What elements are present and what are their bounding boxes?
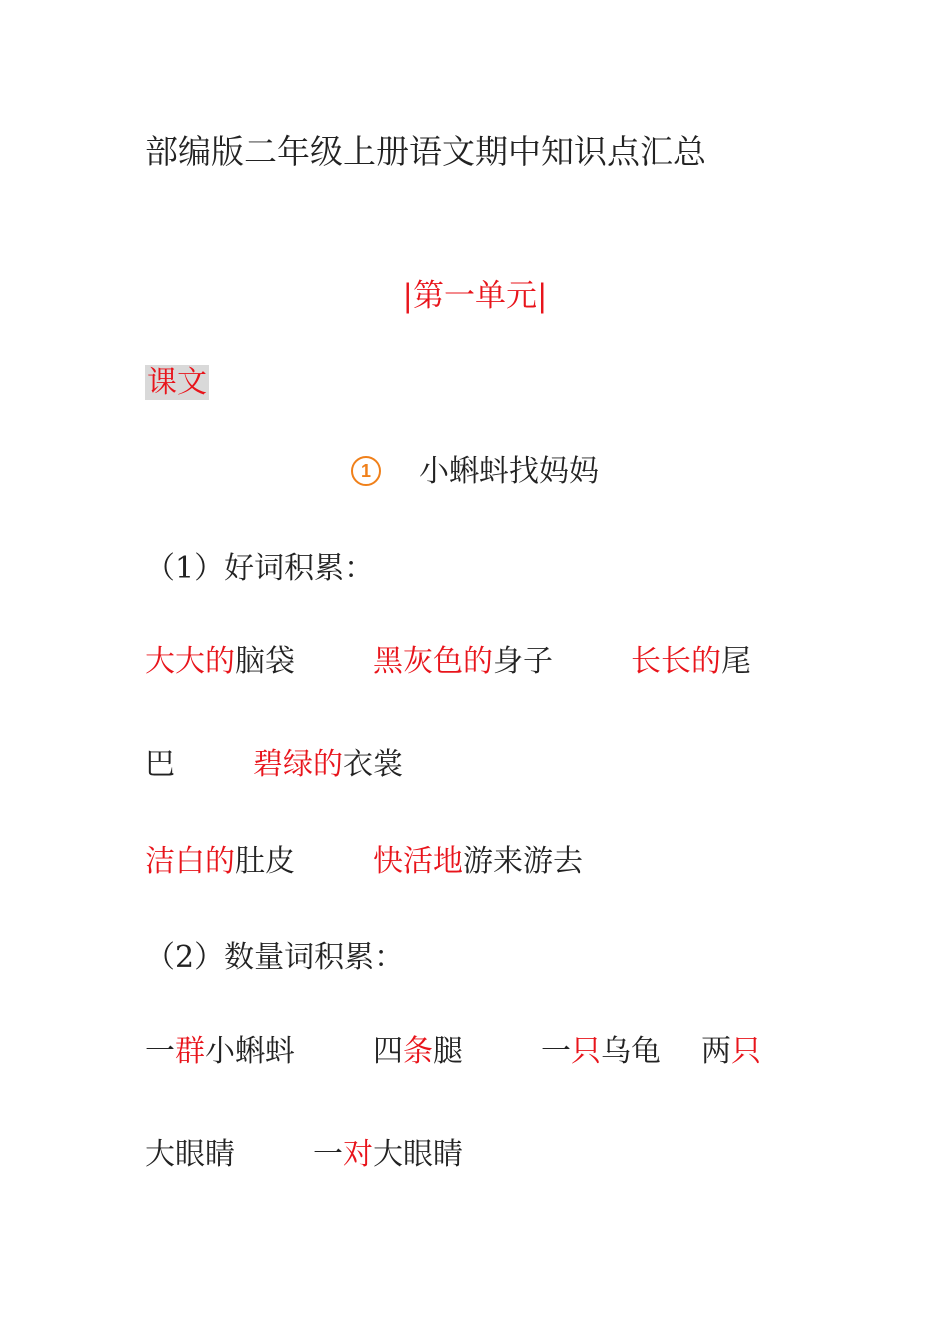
quantity-measure-word: 群 xyxy=(175,1034,205,1069)
quantity-noun: 腿 xyxy=(433,1034,463,1069)
phrase-noun: 肚皮 xyxy=(235,844,295,879)
quantity-measure-word: 条 xyxy=(403,1034,433,1069)
quantity-number: 一 xyxy=(145,1034,175,1069)
phrase-noun: 游来游去 xyxy=(463,844,583,879)
good-words-line-1 xyxy=(145,642,751,682)
unit-heading: |第一单元| xyxy=(402,278,548,314)
phrase-modifier: 长长的 xyxy=(631,644,721,679)
quantity-words-line-1 xyxy=(145,1032,761,1072)
quantity-number: 四 xyxy=(373,1034,403,1069)
section-label xyxy=(145,363,209,403)
good-words-line-2 xyxy=(145,745,403,785)
quantity-words-line-2 xyxy=(145,1135,463,1175)
quantity-number: 两 xyxy=(701,1034,731,1069)
quantity-noun: 大眼睛 xyxy=(373,1137,463,1172)
phrase-modifier: 大大的 xyxy=(145,644,235,679)
phrase-modifier: 黑灰色的 xyxy=(373,644,493,679)
quantity-number: 一 xyxy=(313,1137,343,1172)
lesson-title-row xyxy=(0,452,950,492)
phrase-modifier: 碧绿的 xyxy=(253,747,343,782)
quantity-measure-word: 只 xyxy=(731,1034,761,1069)
phrase-noun: 衣裳 xyxy=(343,747,403,782)
phrase-modifier: 洁白的 xyxy=(145,844,235,879)
lesson-number-badge: 1 xyxy=(351,456,381,486)
quantity-number: 一 xyxy=(541,1034,571,1069)
lesson-title: 小蝌蚪找妈妈 xyxy=(419,454,599,489)
quantity-noun: 大眼睛 xyxy=(145,1137,235,1172)
section-label-text: 课文 xyxy=(147,365,207,400)
phrase-modifier: 快活地 xyxy=(373,844,463,879)
phrase-noun: 脑袋 xyxy=(235,644,295,679)
quantity-measure-word: 对 xyxy=(343,1137,373,1172)
quantity-noun: 乌龟 xyxy=(601,1034,661,1069)
part1-heading: （1）好词积累： xyxy=(145,551,375,586)
quantity-measure-word: 只 xyxy=(571,1034,601,1069)
quantity-noun: 小蝌蚪 xyxy=(205,1034,295,1069)
part2-heading: （2）数量词积累： xyxy=(145,940,405,975)
document-title: 部编版二年级上册语文期中知识点汇总 xyxy=(145,132,706,171)
good-words-line-3 xyxy=(145,842,583,882)
phrase-noun: 身子 xyxy=(493,644,553,679)
phrase-wrap-text: 巴 xyxy=(145,747,175,782)
phrase-noun: 尾 xyxy=(721,644,751,679)
